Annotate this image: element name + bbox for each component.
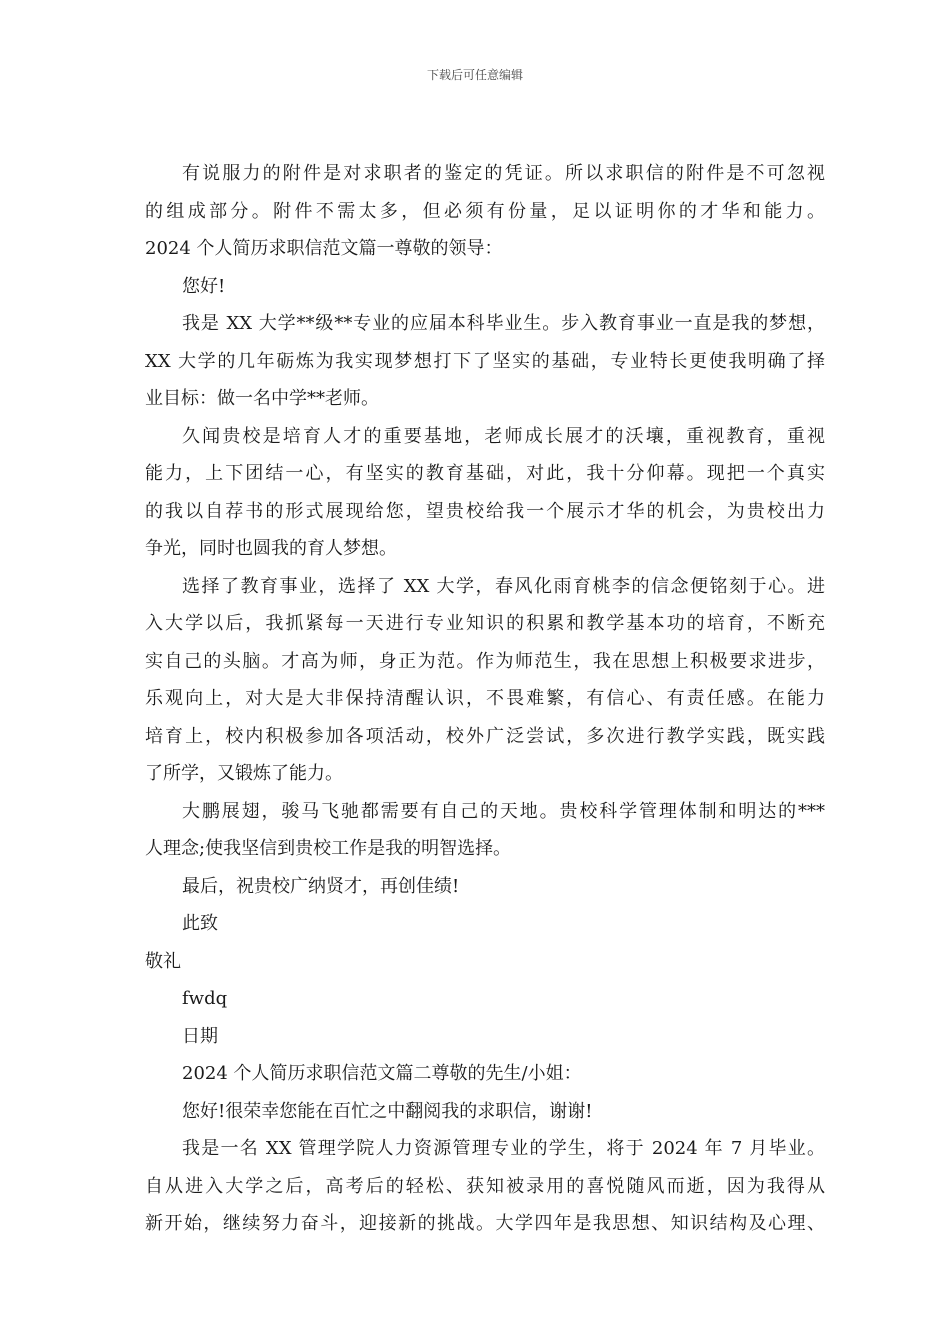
- text-line: 入大学以后，我抓紧每一天进行专业知识的积累和教学基本功的培育，不断充: [145, 613, 825, 634]
- closing-regards: 敬礼: [145, 950, 181, 972]
- closing-wish: 最后，祝贵校广纳贤才，再创佳绩!: [182, 875, 460, 897]
- text-line: 新开始，继续努力奋斗，迎接新的挑战。大学四年是我思想、知识结构及心理、: [145, 1213, 825, 1234]
- text-line: 的我以自荐书的形式展现给您，望贵校给我一个展示才华的机会，为贵校出力: [145, 500, 825, 522]
- text-line: 业目标：做一名中学**老师。: [145, 388, 379, 409]
- text-line: 有说服力的附件是对求职者的鉴定的凭证。所以求职信的附件是不可忽视: [182, 163, 825, 184]
- text-line: 了所学，又锻炼了能力。: [145, 763, 343, 784]
- text-line: 选择了教育事业，选择了 XX 大学，春风化雨育桃李的信念便铭刻于心。进: [182, 575, 825, 597]
- text-line: 争光，同时也圆我的育人梦想。: [145, 538, 397, 559]
- text-line: 久闻贵校是培育人才的重要基地，老师成长展才的沃壤，重视教育，重视: [182, 425, 825, 447]
- page-header: 下载后可任意编辑: [426, 68, 523, 82]
- section-heading: 2024 个人简历求职信范文篇二尊敬的先生/小姐：: [182, 1063, 582, 1084]
- text-line: 大鹏展翅，骏马飞驰都需要有自己的天地。贵校科学管理体制和明达的***: [182, 800, 825, 822]
- text-line: 的组成部分。附件不需太多，但必须有份量，足以证明你的才华和能力。: [145, 200, 825, 222]
- text-line: 培育上，校内积极参加各项活动，校外广泛尝试，多次进行教学实践，既实践: [145, 725, 825, 747]
- text-line: 自从进入大学之后，高考后的轻松、获知被录用的喜悦随风而逝，因为我得从: [145, 1175, 825, 1197]
- section-heading: 2024 个人简历求职信范文篇一尊敬的领导：: [145, 238, 503, 259]
- text-line: XX 大学的几年砺炼为我实现梦想打下了坚实的基础，专业特长更使我明确了择: [145, 350, 825, 372]
- text-line: 我是 XX 大学**级**专业的应届本科毕业生。步入教育事业一直是我的梦想，: [182, 313, 825, 334]
- date-line: 日期: [182, 1025, 218, 1047]
- greeting: 您好!: [182, 275, 226, 297]
- text-line: 能力，上下团结一心，有坚实的教育基础，对此，我十分仰幕。现把一个真实: [145, 463, 825, 484]
- signature: fwdq: [182, 988, 228, 1009]
- document-body: [145, 155, 825, 1243]
- greeting: 您好!很荣幸您能在百忙之中翻阅我的求职信，谢谢!: [182, 1100, 593, 1122]
- text-line: 乐观向上，对大是大非保持清醒认识，不畏难繁，有信心、有责任感。在能力: [145, 688, 825, 709]
- text-line: 我是一名 XX 管理学院人力资源管理专业的学生，将于 2024 年 7 月毕业。: [182, 1138, 825, 1159]
- text-line: 实自己的头脑。才高为师，身正为范。作为师范生，我在思想上积极要求进步，: [145, 650, 825, 672]
- closing-salutation: 此致: [182, 913, 218, 934]
- text-line: 人理念;使我坚信到贵校工作是我的明智选择。: [145, 838, 512, 859]
